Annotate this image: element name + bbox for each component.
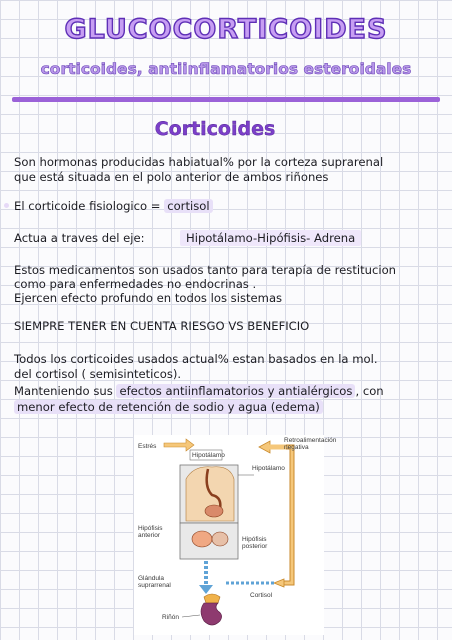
adrenal-gland: [204, 594, 220, 603]
axis-highlight-text: Hipotálamo-Hipófisis- Adrena: [180, 230, 361, 246]
label-hipotalamo: Hipotálamo: [252, 465, 285, 472]
label-cortisol: Cortisol: [250, 592, 273, 599]
effects-highlight: efectos antiinflamatorios y antialérgicos: [116, 384, 355, 398]
pituitary-gland: [205, 505, 223, 517]
paragraph-1-line-2: que está situada en el polo anterior de ambos riñones: [14, 170, 329, 184]
label-hipofisis-anterior-2: anterior: [138, 532, 161, 539]
paragraph-6-line-3-suffix: , con: [355, 384, 384, 398]
paragraph-5-warning: SIEMPRE TENER EN CUENTA RIESGO VS BENEFICIO: [14, 319, 310, 333]
paragraph-6-line-3-prefix: Manteniendo sus: [14, 384, 117, 398]
page-subtitle: corticoides, antiinflamatorios esteroidales: [40, 60, 412, 78]
paragraph-6-line-3: [14, 384, 384, 399]
paragraph-2: [14, 199, 213, 214]
paragraph-4-line-3: Ejercen efecto profundo en todos los sistemas: [14, 291, 283, 305]
paragraph-3-prefix: Actua a traves del eje:: [14, 231, 145, 245]
hpa-axis-svg: [134, 435, 337, 635]
paragraph-4-line-2: como para enfermedades no endocrinas .: [14, 277, 257, 291]
label-glandula-1: Glándula: [138, 575, 165, 582]
title-divider: [12, 97, 440, 102]
paragraph-6-line-4: [14, 400, 323, 415]
cortisol-highlight: cortisol: [164, 199, 212, 213]
label-hipofisis-posterior-1: Hipófisis: [242, 536, 267, 543]
label-hipofisis-posterior-2: posterior: [242, 543, 268, 550]
label-rinon: Riñón: [162, 614, 179, 621]
paragraph-6-line-1: Todos los corticoides usados actual% estan basados en la mol.: [14, 352, 378, 366]
hpa-axis-diagram: [134, 435, 337, 635]
label-hipofisis-anterior-1: Hipófisis: [138, 525, 163, 532]
label-retro-1: Retroalimentación: [284, 437, 337, 444]
label-glandula-2: suprarrenal: [138, 582, 171, 589]
label-estres: Estrés: [138, 443, 157, 450]
paragraph-1-line-1: Son hormonas producidas habiatual% por la corteza suprarenal: [14, 155, 384, 169]
label-hipotalamo-inner: Hipotálamo: [192, 452, 225, 459]
label-retro-2: negativa: [284, 444, 309, 451]
bullet-dot: [4, 203, 9, 208]
posterior-pituitary: [212, 532, 228, 546]
paragraph-4-line-1: Estos medicamentos son usados tanto para terapía de restitucion: [14, 263, 397, 277]
page-title: GLUCOCORTICOIDES: [64, 14, 388, 45]
axis-highlight: [180, 231, 361, 246]
section-heading: Corticoides: [154, 118, 276, 140]
paragraph-6-line-2: del cortisol ( semisinteticos).: [14, 367, 182, 381]
paragraph-2-prefix: El corticoide fisiologico =: [14, 199, 165, 213]
retention-highlight: menor efecto de retención de sodio y agua (edema): [14, 400, 323, 414]
anterior-pituitary: [192, 531, 212, 547]
